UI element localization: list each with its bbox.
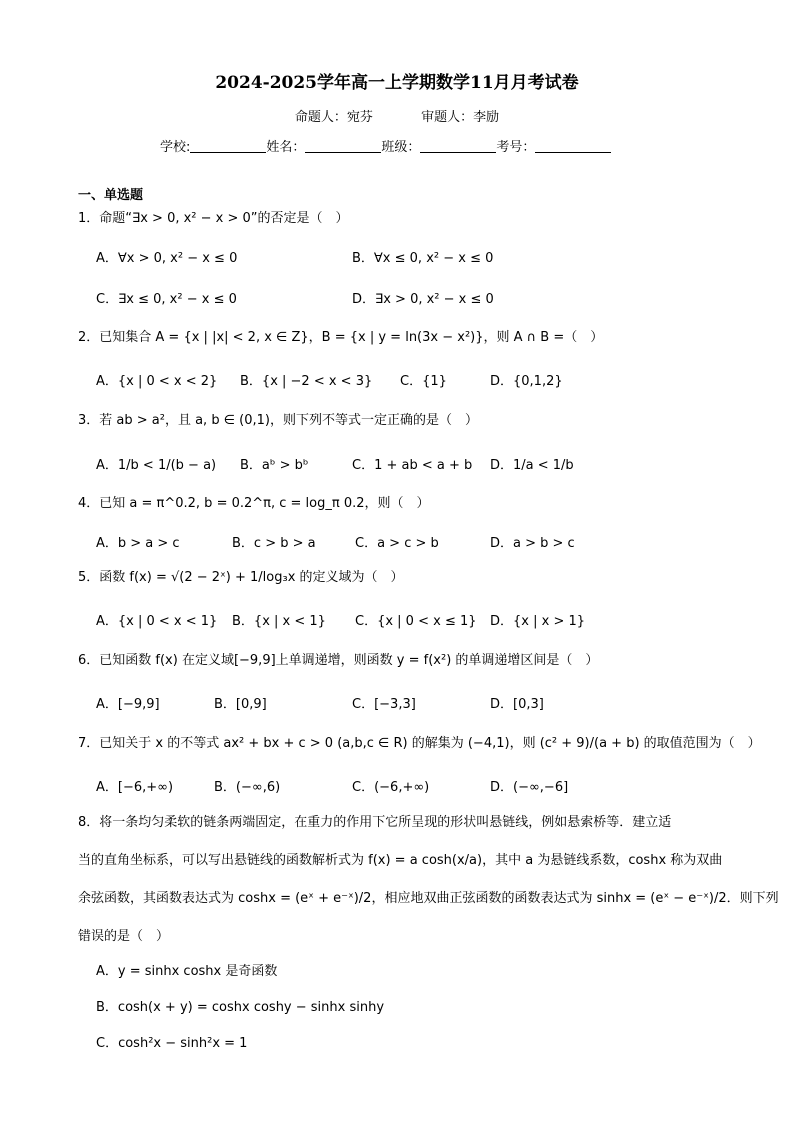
question-8-line-2: 当的直角坐标系，可以写出悬链线的函数解析式为 f(x) = a cosh(x/a)，其中 a 为悬链线系数，coshx 称为双曲	[78, 853, 723, 868]
question-8-line-3: 余弦函数，其函数表达式为 coshx = (eˣ + e⁻ˣ)/2，相应地双曲正弦函数的函数表达式为 sinhx = (eˣ − e⁻ˣ)/2．则下列	[78, 891, 779, 906]
question-5-option-b[interactable]: B．{x | x < 1}	[232, 614, 326, 629]
question-1-stem: 1．命题“∃x > 0, x² − x > 0”的否定是（ ）	[78, 211, 349, 226]
question-8-line-1: 8．将一条均匀柔软的链条两端固定，在重力的作用下它所呈现的形状叫悬链线，例如悬索桥等．建立适	[78, 815, 672, 830]
question-3-option-a[interactable]: A．1/b < 1/(b − a)	[96, 458, 217, 473]
school-label: 学校:	[160, 140, 191, 155]
question-1-option-a[interactable]: A．∀x > 0, x² − x ≤ 0	[96, 251, 238, 266]
question-6-option-c[interactable]: C．[−3,3]	[352, 697, 416, 712]
question-7-stem: 7．已知关于 x 的不等式 ax² + bx + c > 0 (a,b,c ∈ R) 的解集为 (−4,1)，则 (c² + 9)/(a + b) 的取值范围为（ ）	[78, 736, 761, 751]
question-6-option-d[interactable]: D．[0,3]	[490, 697, 544, 712]
name-label: 姓名：	[266, 140, 306, 155]
number-blank[interactable]	[535, 140, 611, 153]
reviewer-name: 审题人：李励	[421, 110, 500, 125]
question-2-option-c[interactable]: C．{1}	[400, 374, 447, 389]
student-info-line	[160, 136, 611, 155]
question-4-option-c[interactable]: C．a > c > b	[355, 536, 439, 551]
setter-name: 命题人：宛芬	[294, 110, 373, 125]
question-5-option-c[interactable]: C．{x | 0 < x ≤ 1}	[355, 614, 477, 629]
question-2-option-d[interactable]: D．{0,1,2}	[490, 374, 563, 389]
question-2-option-a[interactable]: A．{x | 0 < x < 2}	[96, 374, 218, 389]
question-7-option-b[interactable]: B．(−∞,6)	[214, 780, 281, 795]
question-3-option-c[interactable]: C．1 + ab < a + b	[352, 458, 473, 473]
question-6-option-a[interactable]: A．[−9,9]	[96, 697, 160, 712]
class-blank[interactable]	[420, 140, 496, 153]
question-8-option-a[interactable]: A．y = sinhx coshx 是奇函数	[96, 964, 278, 979]
question-1-option-d[interactable]: D．∃x > 0, x² − x ≤ 0	[352, 292, 494, 307]
question-5-stem: 5．函数 f(x) = √(2 − 2ˣ) + 1/log₃x 的定义域为（ ）	[78, 570, 404, 585]
question-5-option-d[interactable]: D．{x | x > 1}	[490, 614, 586, 629]
question-8-option-b[interactable]: B．cosh(x + y) = coshx coshy − sinhx sinhy	[96, 1000, 385, 1015]
number-label: 考号：	[496, 140, 536, 155]
question-2-option-b[interactable]: B．{x | −2 < x < 3}	[240, 374, 373, 389]
question-4-option-b[interactable]: B．c > b > a	[232, 536, 316, 551]
question-4-option-d[interactable]: D．a > b > c	[490, 536, 575, 551]
question-3-stem: 3．若 ab > a²，且 a, b ∈ (0,1)，则下列不等式一定正确的是（ ）	[78, 413, 478, 428]
question-1-option-b[interactable]: B．∀x ≤ 0, x² − x ≤ 0	[352, 251, 494, 266]
question-6-stem: 6．已知函数 f(x) 在定义域[−9,9]上单调递增，则函数 y = f(x²) 的单调递增区间是（ ）	[78, 653, 599, 668]
question-8-line-4: 错误的是（ ）	[78, 929, 170, 944]
question-8-option-c[interactable]: C．cosh²x − sinh²x = 1	[96, 1036, 248, 1051]
exam-title: 2024-2025学年高一上学期数学11月月考试卷	[215, 73, 579, 93]
setter-line	[0, 106, 794, 125]
section-heading: 一、单选题	[78, 188, 144, 203]
name-blank[interactable]	[305, 140, 381, 153]
question-3-option-d[interactable]: D．1/a < 1/b	[490, 458, 574, 473]
question-7-option-a[interactable]: A．[−6,+∞)	[96, 780, 174, 795]
school-blank[interactable]	[190, 140, 266, 153]
question-4-option-a[interactable]: A．b > a > c	[96, 536, 180, 551]
question-7-option-d[interactable]: D．(−∞,−6]	[490, 780, 569, 795]
question-1-option-c[interactable]: C．∃x ≤ 0, x² − x ≤ 0	[96, 292, 237, 307]
question-4-stem: 4．已知 a = π^0.2, b = 0.2^π, c = log_π 0.2，则（ ）	[78, 496, 430, 511]
question-3-option-b[interactable]: B．aᵇ > bᵇ	[240, 458, 309, 473]
class-label: 班级：	[381, 140, 421, 155]
question-2-stem: 2．已知集合 A = {x | |x| < 2, x ∈ Z}，B = {x | y = ln(3x − x²)}，则 A ∩ B =（ ）	[78, 330, 604, 345]
question-6-option-b[interactable]: B．[0,9]	[214, 697, 267, 712]
question-5-option-a[interactable]: A．{x | 0 < x < 1}	[96, 614, 218, 629]
question-7-option-c[interactable]: C．(−6,+∞)	[352, 780, 430, 795]
